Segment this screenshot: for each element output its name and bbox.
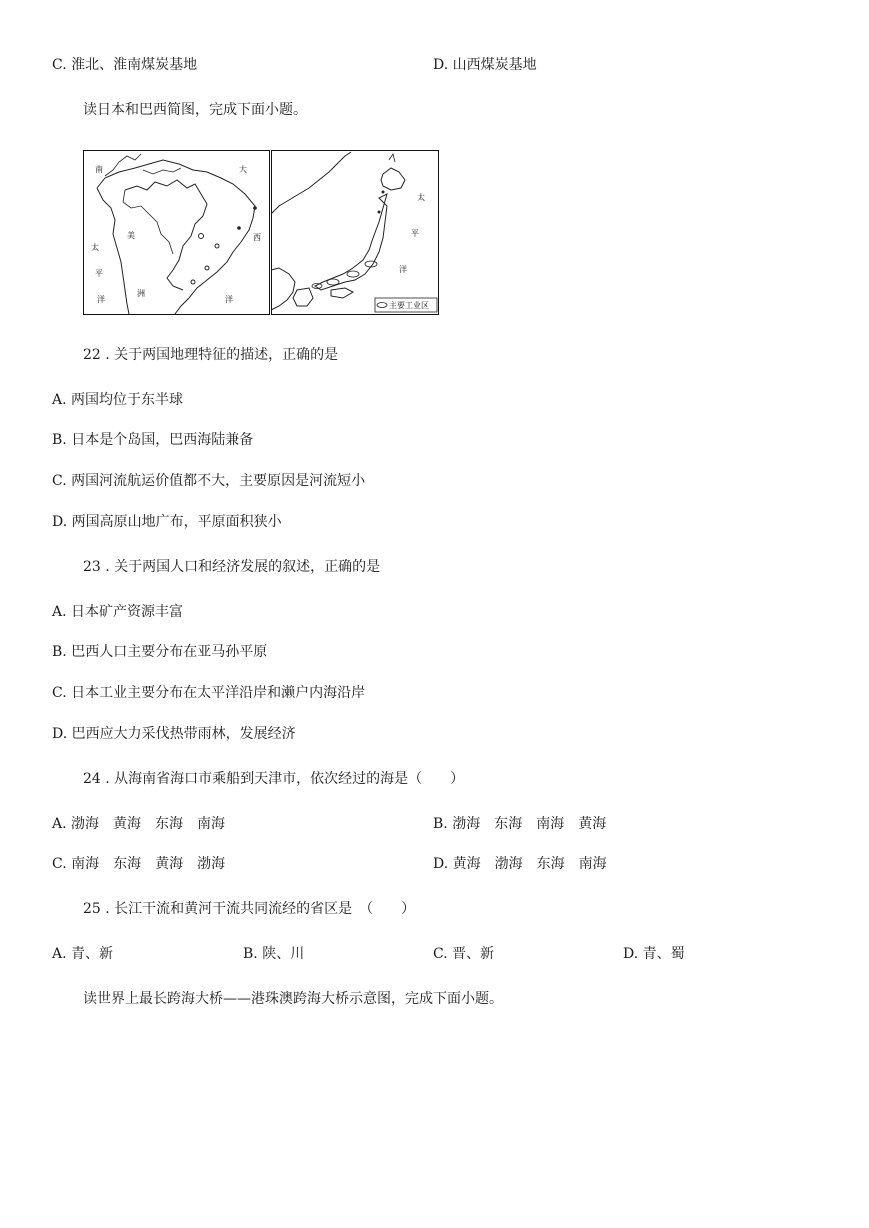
- q24-option-a[interactable]: A. 渤海 黄海 东海 南海: [52, 816, 226, 832]
- label-jp-ping: 平: [411, 229, 419, 238]
- question-24-stem: 24 . 从海南省海口市乘船到天津市，依次经过的海是（ ）: [83, 771, 465, 787]
- q25-option-d[interactable]: D. 青、蜀: [623, 946, 685, 962]
- label-jp-yang: 洋: [399, 265, 407, 274]
- option-c[interactable]: C. 淮北、淮南煤炭基地: [52, 57, 198, 73]
- q22-option-a[interactable]: A. 两国均位于东半球: [52, 392, 184, 408]
- q23-option-c[interactable]: C. 日本工业主要分布在太平洋沿岸和濑户内海沿岸: [52, 685, 366, 701]
- japan-panel: [271, 151, 439, 315]
- q22-option-b[interactable]: B. 日本是个岛国，巴西海陆兼备: [52, 432, 254, 448]
- label-tai-w: 太: [91, 243, 99, 252]
- q22-option-d[interactable]: D. 两国高原山地广布，平原面积狭小: [52, 514, 282, 530]
- legend-label: 主要工业区: [389, 301, 429, 310]
- q24-option-d[interactable]: D. 黄海 渤海 东海 南海: [433, 856, 607, 872]
- question-22-stem: 22 . 关于两国地理特征的描述，正确的是: [83, 347, 339, 363]
- map-legend: [375, 298, 437, 312]
- question-23-stem: 23 . 关于两国人口和经济发展的叙述，正确的是: [83, 559, 381, 575]
- q25-option-b[interactable]: B. 陕、川: [243, 946, 305, 962]
- label-yang-e: 洋: [225, 295, 233, 304]
- label-zhou: 洲: [137, 289, 145, 298]
- label-jp-tai: 太: [417, 193, 425, 202]
- q24-option-b[interactable]: B. 渤海 东海 南海 黄海: [433, 816, 607, 832]
- q23-option-b[interactable]: B. 巴西人口主要分布在亚马孙平原: [52, 644, 268, 660]
- reading-intro: 读日本和巴西简图，完成下面小题。: [83, 102, 307, 118]
- q23-option-a[interactable]: A. 日本矿产资源丰富: [52, 604, 184, 620]
- option-d[interactable]: D. 山西煤炭基地: [433, 57, 537, 73]
- reading-intro-bridge: 读世界上最长跨海大桥——港珠澳跨海大桥示意图，完成下面小题。: [83, 991, 503, 1007]
- q22-option-c[interactable]: C. 两国河流航运价值都不大，主要原因是河流短小: [52, 473, 366, 489]
- label-xi: 西: [253, 233, 261, 242]
- label-mei: 美: [127, 231, 135, 240]
- brazil-panel: [84, 151, 270, 315]
- q24-option-c[interactable]: C. 南海 东海 黄海 渤海: [52, 856, 226, 872]
- q25-option-a[interactable]: A. 青、新: [52, 946, 114, 962]
- q25-option-c[interactable]: C. 晋、新: [433, 946, 495, 962]
- question-25-stem: 25 . 长江干流和黄河干流共同流经的省区是 （ ）: [83, 901, 416, 917]
- q23-option-d[interactable]: D. 巴西应大力采伐热带雨林，发展经济: [52, 726, 296, 742]
- label-da: 大: [239, 165, 247, 174]
- label-yang-w: 洋: [97, 295, 105, 304]
- brazil-japan-map: [83, 150, 439, 315]
- label-ping-w: 平: [95, 269, 103, 278]
- label-nan: 南: [95, 165, 103, 174]
